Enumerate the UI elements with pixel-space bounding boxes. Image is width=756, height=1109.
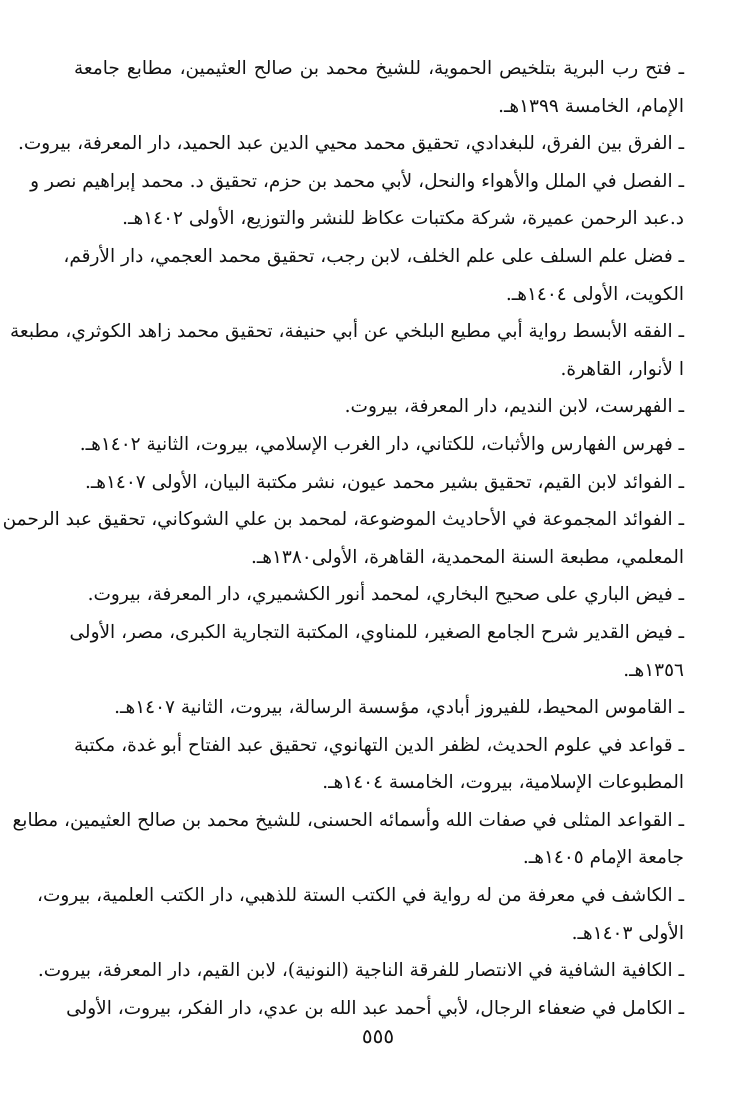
- text-line: ـ الفصل في الملل والأهواء والنحل، لأبي محمد بن حزم، تحقيق د. محمد إبراهيم نصر و: [30, 170, 684, 192]
- text-line: ـ القواعد المثلى في صفات الله وأسمائه الحسنى، للشيخ محمد بن صالح العثيمين، مطابع: [12, 809, 684, 831]
- text-line: ـ الكاشف في معرفة من له رواية في الكتب الستة للذهبي، دار الكتب العلمية، بيروت،: [36, 885, 684, 907]
- text-line: ـ فضل علم السلف على علم الخلف، لابن رجب، تحقيق محمد العجمي، دار الأرقم،: [63, 245, 684, 267]
- text-line: ـ الفوائد لابن القيم، تحقيق بشير محمد عيون، نشر مكتبة البيان، الأولى ١٤٠٧هـ.: [84, 471, 684, 493]
- text-line: ـ فتح رب البرية بتلخيص الحموية، للشيخ محمد بن صالح العثيمين، مطابع جامعة: [74, 58, 684, 79]
- text-line: جامعة الإمام ١٤٠٥هـ.: [522, 847, 684, 869]
- text-line: ـ القاموس المحيط، للفيروز أبادي، مؤسسة الرسالة، بيروت، الثانية ١٤٠٧هـ.: [114, 697, 684, 719]
- text-line: ا لأنوار، القاهرة.: [560, 358, 684, 380]
- text-line: ـ الفوائد المجموعة في الأحاديث الموضوعة، لمحمد بن علي الشوكاني، تحقيق عبد الرحمن: [2, 509, 684, 531]
- text-line: ـ قواعد في علوم الحديث، لظفر الدين التهانوي، تحقيق عبد الفتاح أبو غدة، مكتبة: [74, 734, 684, 756]
- text-line: الأولى ١٤٠٣هـ.: [571, 922, 684, 944]
- text-line: ـ الكامل في ضعفاء الرجال، لأبي أحمد عبد الله بن عدي، دار الفكر، بيروت، الأولى: [66, 997, 684, 1019]
- text-line: ـ الفهرست، لابن النديم، دار المعرفة، بيروت.: [344, 396, 684, 418]
- bibliography-text: [2, 50, 684, 1027]
- text-line: ـ فيض القدير شرح الجامع الصغير، للمناوي، المكتبة التجارية الكبرى، مصر، الأولى: [69, 621, 684, 643]
- text-line: المعلمي، مطبعة السنة المحمدية، القاهرة، الأولى١٣٨٠هـ.: [250, 546, 684, 568]
- text-line: ـ فهرس الفهارس والأثبات، للكتاني، دار الغرب الإسلامي، بيروت، الثانية ١٤٠٢هـ.: [79, 433, 684, 455]
- text-line: ـ الفقه الأبسط رواية أبي مطيع البلخي عن أبي حنيفة، تحقيق محمد زاهد الكوثري، مطبعة: [9, 321, 684, 343]
- text-line: د.عبد الرحمن عميرة، شركة مكتبات عكاظ للنشر والتوزيع، الأولى ١٤٠٢هـ.: [122, 208, 684, 230]
- text-line: ـ الفرق بين الفرق، للبغدادي، تحقيق محمد محيي الدين عبد الحميد، دار المعرفة، بيروت.: [18, 133, 684, 155]
- text-line: ـ الكافية الشافية في الانتصار للفرقة الناجية (النونية)، لابن القيم، دار المعرفة، بيروت.: [37, 960, 684, 982]
- text-line: الكويت، الأولى ١٤٠٤هـ.: [505, 283, 684, 305]
- text-line: ـ فيض الباري على صحيح البخاري، لمحمد أنور الكشميري، دار المعرفة، بيروت.: [87, 584, 684, 606]
- text-line: المطبوعات الإسلامية، بيروت، الخامسة ١٤٠٤هـ.: [322, 772, 684, 794]
- text-line: ١٣٥٦هـ.: [623, 659, 684, 681]
- text-line: الإمام، الخامسة ١٣٩٩هـ.: [498, 95, 684, 117]
- page-number: ٥٥٥: [361, 1024, 395, 1048]
